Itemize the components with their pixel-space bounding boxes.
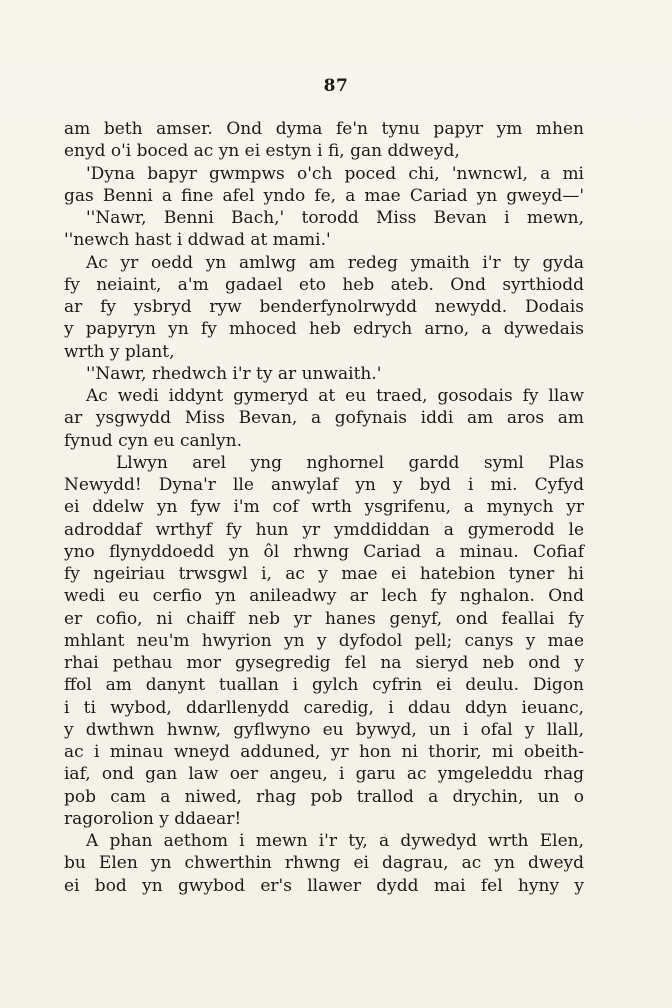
text-line: ragorolion y ddaear! [64,808,242,829]
body-text [64,118,584,897]
text-line: wedi eu cerfio yn anileadwy ar lech fy nghalon. Ond [64,586,584,607]
text-line: ei bod yn gwybod er's llawer dydd mai fel hyny y [64,875,584,896]
text-line: er cofio, ni chaiff neb yr hanes genyf, ond feallai fy [64,608,584,629]
text-line: enyd o'i boced ac yn ei estyn i fi, gan ddweyd, [64,141,460,162]
text-line: fynud cyn eu canlyn. [64,430,242,451]
text-line: ac i minau wneyd adduned, yr hon ni thorir, mi obeith- [64,742,584,762]
text-line: mhlant neu'm hwyrion yn y dyfodol pell; canys y mae [64,630,584,651]
text-line: y papyryn yn fy mhoced heb edrych arno, a dywedais [64,319,584,340]
text-line: ar ysgwydd Miss Bevan, a gofynais iddi am aros am [64,408,584,429]
text-line: i ti wybod, ddarllenydd caredig, i ddau ddyn ieuanc, [64,697,584,718]
text-line: Llwyn arel yng nghornel gardd syml Plas [116,452,584,473]
text-line: yno flynyddoedd yn ôl rhwng Cariad a minau. Cofiaf [64,541,584,562]
text-line: gas Benni a fine afel yndo fe, a mae Cariad yn gweyd—' [64,185,584,206]
text-line: adroddaf wrthyf fy hun yr ymddiddan a gymerodd le [64,519,584,540]
text-line: rhai pethau mor gysegredig fel na sieryd neb ond y [64,653,584,673]
text-line: Newydd! Dyna'r lle anwylaf yn y byd i mi. Cyfyd [64,475,584,495]
text-line: iaf, ond gan law oer angeu, i garu ac ymgeleddu rhag [64,764,584,785]
text-line: Ac wedi iddynt gymeryd at eu traed, gosodais fy llaw [86,386,584,406]
text-line: Ac yr oedd yn amlwg am redeg ymaith i'r ty gyda [86,252,584,273]
page-number: 87 [323,76,349,96]
text-line: am beth amser. Ond dyma fe'n tynu papyr ym mhen [64,119,584,139]
text-line: fy neiaint, a'm gadael eto heb ateb. Ond syrthiodd [64,274,584,295]
text-line: ar fy ysbryd ryw benderfynolrwydd newydd. Dodais [64,297,584,317]
text-line: pob cam a niwed, rhag pob trallod a drychin, un o [64,786,584,807]
text-line: 'Dyna bapyr gwmpws o'ch poced chi, 'nwncwl, a mi [86,163,584,184]
text-line: wrth y plant, [64,341,175,362]
text-line: ei ddelw yn fyw i'm cof wrth ysgrifenu, a mynych yr [64,497,584,518]
text-line: ''Nawr, Benni Bach,' torodd Miss Bevan i mewn, [86,208,584,228]
text-line: y dwthwn hwnw, gyflwyno eu bywyd, un i ofal y llall, [64,719,584,740]
text-line: ffol am danynt tuallan i gylch cyfrin ei deulu. Digon [64,675,584,696]
text-line: ''Nawr, rhedwch i'r ty ar unwaith.' [86,363,382,384]
text-line: ''newch hast i ddwad at mami.' [64,230,331,251]
text-line: fy ngeiriau trwsgwl i, ac y mae ei hatebion tyner hi [64,564,584,584]
text-line: bu Elen yn chwerthin rhwng ei dagrau, ac yn dweyd [64,853,584,874]
text-line: A phan aethom i mewn i'r ty, a dywedyd wrth Elen, [86,831,584,851]
